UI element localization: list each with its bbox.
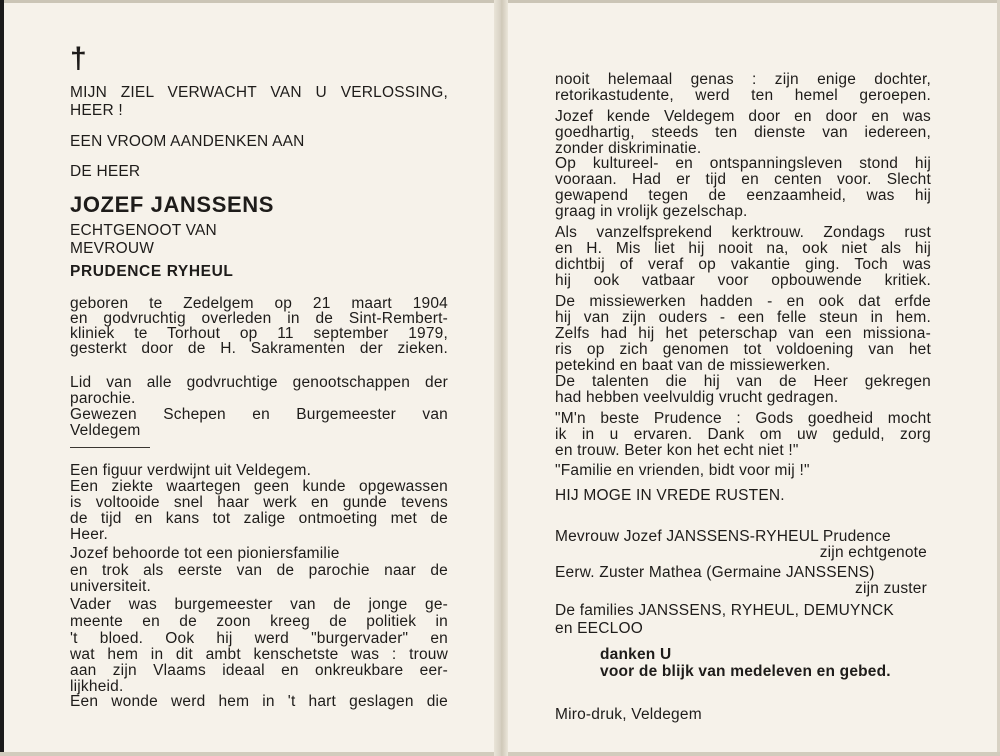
card-left-edge <box>0 0 4 756</box>
text-line: gewapend tegen de eenzaamheid, was hij <box>555 187 931 204</box>
text-line: Zelfs had hij het peterschap van een missiona- <box>555 325 931 342</box>
verse-line: HEER ! <box>70 102 123 119</box>
separator-line <box>70 447 150 448</box>
text-line: Als vanzelfsprekend kerktrouw. Zondags rust <box>555 224 931 241</box>
story-line: is voltooide snel haar werk en gunde tevens <box>70 494 448 511</box>
family-line: Mevrouw Jozef JANSSENS-RYHEUL Prudence <box>555 528 891 545</box>
bio-line: geboren te Zedelgem op 21 maart 1904 <box>70 295 448 312</box>
membership-line: Lid van alle godvruchtige genootschappen der <box>70 374 448 391</box>
deceased-name: JOZEF JANSSENS <box>70 192 275 217</box>
spouse-name: PRUDENCE RYHEUL <box>70 263 234 280</box>
bio-line: kliniek te Torhout op 11 september 1979, <box>70 325 448 342</box>
story-line: universiteit. <box>70 578 151 595</box>
text-line: had hebben veelvuldig vrucht gedragen. <box>555 389 839 406</box>
text-line: dichtbij of veraf op vakantie ging. Toch was <box>555 256 931 273</box>
family-relation: zijn echtgenote <box>819 544 927 561</box>
text-line: De missiewerken hadden - en ook dat erfde <box>555 293 931 310</box>
bio-line: gesterkt door de H. Sakramenten der zieken. <box>70 340 448 357</box>
story-line: aan zijn Vlaams ideaal en onkreukbare eer- <box>70 662 448 679</box>
text-line: Op kultureel- en ontspanningsleven stond hij <box>555 155 931 172</box>
cross-icon: † <box>70 42 87 75</box>
bio-line: en godvruchtig overleden in de Sint-Rembert- <box>70 310 448 327</box>
quote-line: "Familie en vrienden, bidt voor mij !" <box>555 462 810 479</box>
printer-credit: Miro-druk, Veldegem <box>555 706 702 723</box>
text-line: ris op zich genomen tot voldoening van het <box>555 341 931 358</box>
story-line: Jozef behoorde tot een pioniersfamilie <box>70 545 340 562</box>
story-line: Heer. <box>70 526 109 543</box>
text-line: retorikastudente, werd ten hemel geroepen. <box>555 87 931 104</box>
title-heading: DE HEER <box>70 163 141 180</box>
story-line: lijkheid. <box>70 678 124 695</box>
story-line: de tijd en kans tot zalige ontmoeting met de <box>70 510 448 527</box>
membership-line: parochie. <box>70 390 136 407</box>
story-line: Een wonde werd hem in 't hart geslagen die <box>70 693 448 710</box>
story-line: meente en de zoon kreeg de politiek in <box>70 613 448 630</box>
text-line: hij van zijn ouders - een felle steun in hem. <box>555 309 931 326</box>
text-line: vooraan. Had er tijd en centen voor. Slecht <box>555 171 931 188</box>
verse-line: MIJN ZIEL VERWACHT VAN U VERLOSSING, <box>70 84 448 101</box>
text-line: De talenten die hij van de Heer gekregen <box>555 373 931 390</box>
family-line: De families JANSSENS, RYHEUL, DEMUYNCK <box>555 602 894 619</box>
text-line: Jozef kende Veldegem door en door en was <box>555 108 931 125</box>
story-line: Vader was burgemeester van de jonge ge- <box>70 596 448 613</box>
story-line: Een ziekte waartegen geen kunde opgewassen <box>70 478 448 495</box>
story-line: wat hem in dit ambt kenschetste was : trouw <box>70 646 448 663</box>
family-relation: zijn zuster <box>855 580 927 597</box>
spouse-label: ECHTGENOOT VAN <box>70 222 217 239</box>
closing-line: HIJ MOGE IN VREDE RUSTEN. <box>555 487 785 504</box>
text-line: nooit helemaal genas : zijn enige dochter, <box>555 71 931 88</box>
story-line: Een figuur verdwijnt uit Veldegem. <box>70 462 312 479</box>
text-line: zonder diskriminatie. <box>555 140 702 157</box>
quote-line: ik in u ervaren. Dank om uw geduld, zorg <box>555 426 931 443</box>
text-line: goedhartig, steeds ten dienste van iedereen, <box>555 124 931 141</box>
card-fold <box>494 0 508 756</box>
memory-heading: EEN VROOM AANDENKEN AAN <box>70 133 305 150</box>
text-line: en H. Mis liet hij nooit na, ook niet als hij <box>555 240 931 257</box>
story-line: 't bloed. Ook hij werd "burgervader" en <box>70 630 448 647</box>
quote-line: "M'n beste Prudence : Gods goedheid mocht <box>555 410 931 427</box>
story-line: en trok als eerste van de parochie naar de <box>70 562 448 579</box>
thanks-line: voor de blijk van medeleven en gebed. <box>600 663 891 680</box>
family-line: Eerw. Zuster Mathea (Germaine JANSSENS) <box>555 564 875 581</box>
text-line: graag in vrolijk gezelschap. <box>555 203 748 220</box>
thanks-line: danken U <box>600 646 672 663</box>
membership-line: Veldegem <box>70 422 141 439</box>
text-line: petekind en baat van de missiewerken. <box>555 357 831 374</box>
family-line: en EECLOO <box>555 620 643 637</box>
spouse-label: MEVROUW <box>70 240 155 257</box>
quote-line: en trouw. Beter kon het echt niet !" <box>555 442 799 459</box>
membership-line: Gewezen Schepen en Burgemeester van <box>70 406 448 423</box>
text-line: hij ook vatbaar voor opbouwende kritiek. <box>555 272 931 289</box>
